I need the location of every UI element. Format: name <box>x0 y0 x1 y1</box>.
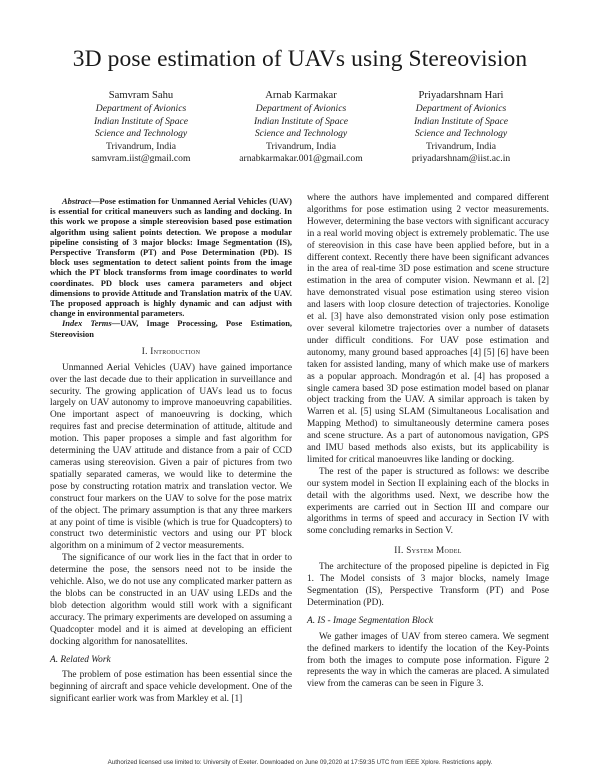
author-city: Trivandrum, India <box>266 140 336 152</box>
author-department: Department of Avionics <box>95 103 187 115</box>
author-block <box>66 90 536 165</box>
related-work-paragraph-1: The problem of pose estimation has been essential since the beginning of aircraft and space vehicle development. One of the significant earlier work was from Markley et al. [1] <box>50 670 292 705</box>
author-department: Department of Avionics <box>255 103 347 115</box>
subsection-heading-related-work: A. Related Work <box>50 654 111 665</box>
index-terms-lead: Index Terms <box>62 318 112 329</box>
author-1 <box>66 90 216 165</box>
structure-paragraph: The rest of the paper is structured as follows: we describe our system model in Section II explaining each of the blocks in detail with the algorithms used. Next, we describe how the experiments are carried out in Section III and compare our algorithms in terms of speed and accuracy in Section IV with some concluding remarks in Section V. <box>307 466 549 537</box>
index-terms <box>50 318 292 338</box>
author-name: Arnab Karmakar <box>265 90 337 101</box>
left-column <box>50 196 292 706</box>
author-city: Trivandrum, India <box>426 140 496 152</box>
author-email: priyadarshnam@iist.ac.in <box>411 153 511 165</box>
author-institute-line1: Indian Institute of Space <box>93 115 189 127</box>
author-department: Department of Avionics <box>415 103 507 115</box>
author-name: Samvram Sahu <box>108 90 174 101</box>
section-heading-system-model: II. System Model <box>394 545 462 556</box>
author-3 <box>386 90 536 165</box>
abstract <box>50 196 292 318</box>
author-name: Priyadarshnam Hari <box>418 90 504 101</box>
index-terms-text: —UAV, Image Processing, Pose Estimation, Stereovision <box>50 318 292 339</box>
author-institute-line2: Science and Technology <box>414 128 508 140</box>
abstract-text: —Pose estimation for Unmanned Aerial Vehicles (UAV) is essential for critical maneuvers such as landing and docking. In this work we propose a simple stereovision based pose estimation algorithm using salient points detection. We propose a modular pipeline consisting of 3 major blocks: Image Segmentation (IS), Perspective Transform (PT) and Pose Determination (PD). IS block uses segmentation to detect salient points from the image which the PT block transforms from image coordinates to world coordinates. PD block uses camera parameters and object dimensions to provide Attitude and Translation matrix of the UAV. The proposed approach is highly dynamic and can adjust with change in environmental parameters. <box>50 196 292 319</box>
intro-paragraph-1: Unmanned Aerial Vehicles (UAV) have gained importance over the last decade due to their application in surveillance and security. The growing application of UAVs lead us to focus largely on UAV autonomy to improve manoeuvring capabilities. One important aspect of manoeuvring is docking, which requires fast and precise determination of attitude, altitude and motion. This paper proposes a simple and fast algorithm for determining the UAV attitude and distance from a pair of CCD cameras using stereovision. Given a pair of pictures from two spatially separated cameras, we would like to determine the pose by constructing rotation matrix and translation vector. We construct four markers on the UAV to solve for the pose matrix of the object. The primary assumption is that any three markers at any point of time is visible (which is true for Quadcopters) to construct two deterministic vectors and using our PT block algorithm on a minimum of 2 vector measurements. <box>50 362 292 552</box>
paper-title: 3D pose estimation of UAVs using Stereovision <box>72 46 528 72</box>
right-column <box>307 193 549 691</box>
author-institute-line2: Science and Technology <box>254 128 348 140</box>
author-2 <box>226 90 376 165</box>
author-institute-line1: Indian Institute of Space <box>413 115 509 127</box>
abstract-lead: Abstract <box>62 196 92 206</box>
author-email: arnabkarmakar.001@gmail.com <box>239 153 363 165</box>
license-footer: Authorized licensed use limited to: University of Exeter. Downloaded on June 09,2020 at 17:59:35 UTC from IEEE Xplore. Restrictions apply. <box>107 759 493 766</box>
intro-paragraph-2: The significance of our work lies in the fact that in order to determine the pose, the sensors need not to be inside the vehichle. Also, we do not use any complicated marker pattern as the blobs can be constructed in an UAV using LEDs and the blob detection algorithm would still work with a significant accuracy. The primary experiments are developed on assuming a Quadcopter model and it is aimed at developing an efficient docking algorithm for nanosatellites. <box>50 553 292 647</box>
author-city: Trivandrum, India <box>106 140 176 152</box>
author-institute-line1: Indian Institute of Space <box>253 115 349 127</box>
is-block-paragraph: We gather images of UAV from stereo camera. We segment the defined markers to identify the location of the Key-Points from both the images to compute pose information. Figure 2 represents the way in which the cameras are placed. A simulated view from the cameras can be seen in Figure 3. <box>307 631 549 690</box>
related-work-paragraph-1-continued: where the authors have implemented and compared different algorithms for pose estimation using 2 vector measurements. However, determining the base vectors with significant accuracy in a real world moving object is extremely problematic. The use of stereovision in this case have been applied before, but in a different context. Recently there have been significant advances in the area of real-time 3D pose estimation and scene structure estimation in the area of computer vision. Newmann et al. [2] have demonstrated visual pose estimation using stereo vision and lasers with loop closure detection of trajectories. Konolige et al. [3] have also demonstrated vision only pose estimation over several kilometre trajectories over a number of datasets under difficult conditions. For UAV pose estimation and autonomy, many ground based approaches [4] [5] [6] have been taken for assisted landing, many of which make use of markers as a popular approach. Mondragón et al. [4] has proposed a single camera based 3D pose estimation model based on planar object tracking from the UAV. A similar approach is taken by Warren et al. [5] using SLAM (Simultaneous Localisation and Mapping Method) to simultaneously determine camera poses and scene structure. As a part of autonomous navigation, GPS and IMU based methods also exists, but its applicability is limited for critical manoeuvres like landing or docking. <box>307 193 549 465</box>
section-heading-introduction: I. Introduction <box>141 345 201 356</box>
subsection-heading-is-block: A. IS - Image Segmentation Block <box>307 615 434 626</box>
author-email: samvram.iist@gmail.com <box>91 153 191 165</box>
system-model-paragraph: The architecture of the proposed pipeline is depicted in Fig 1. The Model consists of 3 major blocks, namely Image Segmentation (IS), Perspective Transform (PT) and Pose Determination (PD). <box>307 562 549 608</box>
author-institute-line2: Science and Technology <box>94 128 188 140</box>
